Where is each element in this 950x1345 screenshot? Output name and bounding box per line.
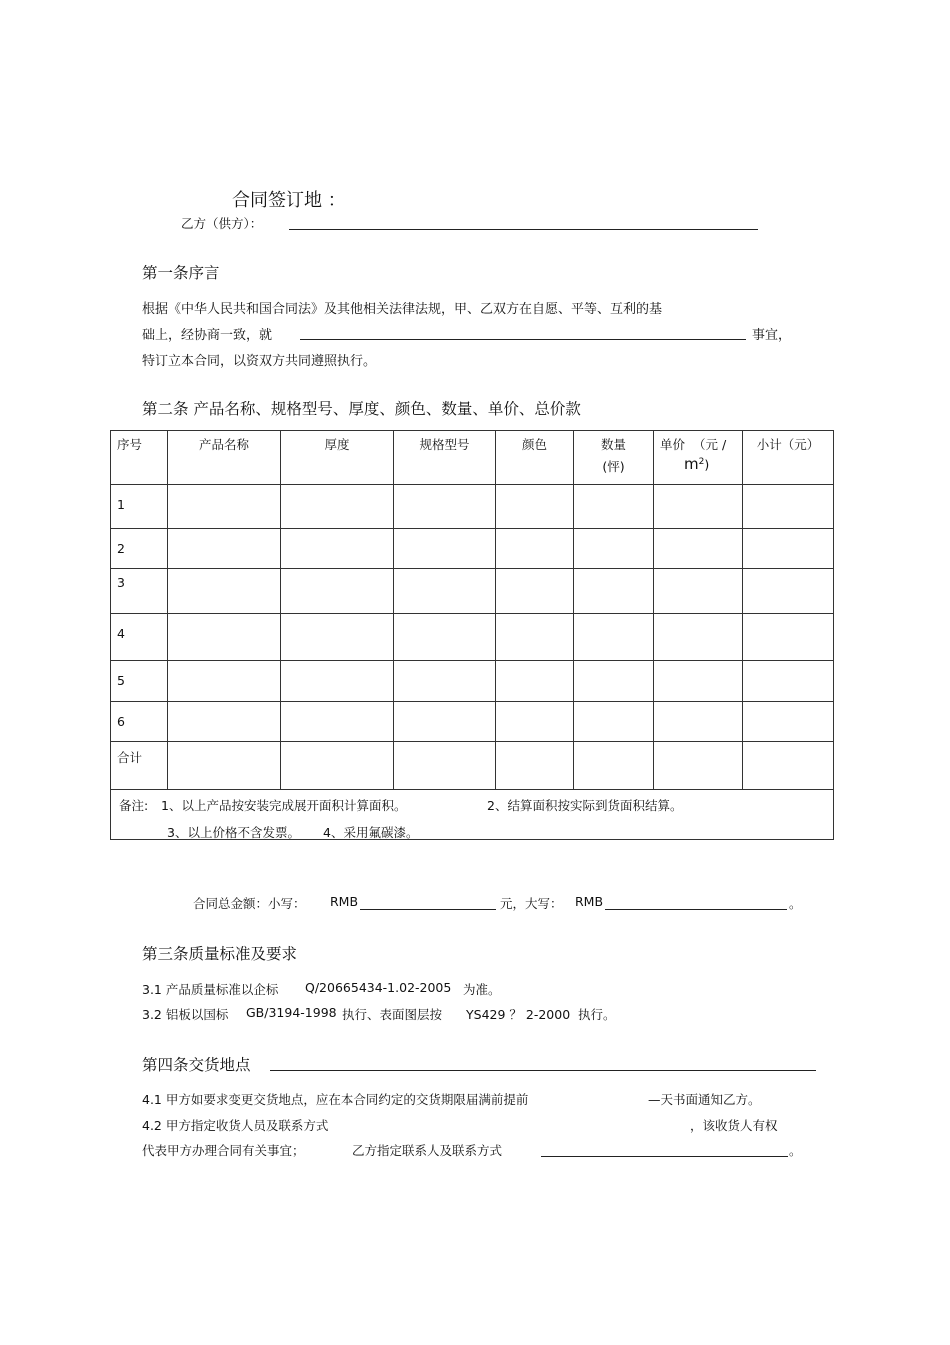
matter-blank[interactable]	[300, 339, 746, 340]
cell[interactable]	[496, 614, 574, 661]
cell[interactable]	[654, 485, 743, 529]
note-2: 2、结算面积按实际到货面积结算。	[487, 798, 683, 813]
cell[interactable]	[496, 661, 574, 702]
cell[interactable]	[574, 742, 654, 790]
party-b-contact-blank[interactable]	[541, 1156, 788, 1157]
cell[interactable]	[168, 569, 281, 614]
article4-title: 第四条交货地点	[142, 1056, 251, 1074]
col-header-thickness-text: 厚度	[324, 437, 350, 452]
cell[interactable]	[496, 485, 574, 529]
cell[interactable]	[574, 569, 654, 614]
cell[interactable]	[394, 702, 496, 742]
article3-l2-c: 执行、表面图层按	[342, 1007, 443, 1022]
total-rmb-small: RMB	[330, 894, 359, 909]
cell[interactable]	[168, 661, 281, 702]
cell[interactable]	[168, 529, 281, 569]
cell[interactable]	[496, 529, 574, 569]
table-row	[111, 485, 834, 529]
col-header-price-unit: （元 /	[692, 437, 727, 452]
cell[interactable]	[743, 529, 834, 569]
cell[interactable]	[281, 614, 394, 661]
cell[interactable]	[394, 614, 496, 661]
party-b-label: 乙方（供方）：	[181, 216, 263, 231]
notes-cell	[111, 790, 834, 840]
cell[interactable]	[654, 661, 743, 702]
col-header-qty-unit: (怦)	[602, 459, 625, 474]
article1-line2-end: 事宜，	[752, 328, 792, 343]
table-row-total	[111, 742, 834, 790]
article3-l2-d: YS429 ？ 2-2000	[466, 1007, 571, 1022]
article2-title: 第二条 产品名称、规格型号、厚度、颜色、数量、单价、总价款	[142, 400, 581, 418]
article4-l1-b: —天书面通知乙方。	[648, 1092, 761, 1107]
cell[interactable]	[654, 702, 743, 742]
amount-big-blank[interactable]	[605, 909, 787, 910]
total-label: 合同总金额：小写：	[193, 896, 306, 911]
table-row	[111, 614, 834, 661]
cell[interactable]	[496, 702, 574, 742]
article3-title: 第三条质量标准及要求	[142, 945, 298, 963]
col-header-qty	[574, 431, 654, 485]
article1-title: 第一条序言	[142, 264, 220, 282]
cell[interactable]	[168, 742, 281, 790]
row-index: 5	[111, 661, 168, 702]
col-header-color	[496, 431, 574, 485]
article1-line3: 特订立本合同，以资双方共同遵照执行。	[142, 354, 377, 369]
cell[interactable]	[743, 569, 834, 614]
col-header-spec-text: 规格型号	[419, 437, 470, 452]
row-index: 1	[111, 485, 168, 529]
article3-l2-b: GB/3194-1998	[246, 1005, 337, 1020]
col-header-product-text: 产品名称	[198, 437, 249, 452]
article3-l1-b: Q/20665434-1.02-2005	[305, 980, 452, 995]
col-header-subtotal	[743, 431, 834, 485]
product-table	[110, 430, 834, 840]
note-4: 4、采用氟碳漆。	[323, 825, 419, 840]
cell[interactable]	[281, 742, 394, 790]
cell[interactable]	[496, 569, 574, 614]
cell[interactable]	[281, 702, 394, 742]
article4-l1-a: 4.1 甲方如要求变更交货地点，应在本合同约定的交货期限届满前提前	[142, 1092, 529, 1107]
cell[interactable]	[743, 702, 834, 742]
cell[interactable]	[281, 661, 394, 702]
cell[interactable]	[168, 485, 281, 529]
cell[interactable]	[574, 702, 654, 742]
row-index: 3	[111, 569, 168, 614]
table-header-row	[111, 431, 834, 485]
row-index: 2	[111, 529, 168, 569]
cell[interactable]	[574, 529, 654, 569]
col-header-price-m: m	[684, 455, 699, 473]
cell[interactable]	[168, 614, 281, 661]
cell[interactable]	[654, 742, 743, 790]
col-header-spec	[394, 431, 496, 485]
note-1: 1、以上产品按安装完成展开面积计算面积。	[161, 798, 407, 813]
party-b-blank[interactable]	[289, 229, 758, 230]
cell[interactable]	[654, 569, 743, 614]
col-header-thickness	[281, 431, 394, 485]
delivery-place-blank[interactable]	[270, 1070, 816, 1071]
cell[interactable]	[281, 569, 394, 614]
article3-l1-c: 为准。	[463, 982, 501, 997]
article4-l3-a: 代表甲方办理合同有关事宜；	[142, 1143, 305, 1158]
table-row	[111, 569, 834, 614]
article3-l2-a: 3.2 铝板以国标	[142, 1007, 229, 1022]
cell[interactable]	[394, 529, 496, 569]
total-yuan: 元，大写：	[500, 896, 563, 911]
article4-l2-a: 4.2 甲方指定收货人员及联系方式	[142, 1118, 329, 1133]
col-header-index: 序号	[111, 431, 168, 485]
col-header-price-text: 单价	[660, 437, 686, 452]
col-header-subtotal-text: 小计（元）	[756, 437, 820, 452]
cell[interactable]	[574, 661, 654, 702]
cell[interactable]	[496, 742, 574, 790]
cell[interactable]	[394, 485, 496, 529]
cell[interactable]	[743, 614, 834, 661]
cell[interactable]	[394, 569, 496, 614]
article4-l3-b: 乙方指定联系人及联系方式	[352, 1143, 503, 1158]
note-3: 3、以上价格不含发票。	[167, 825, 300, 840]
cell[interactable]	[281, 529, 394, 569]
cell[interactable]	[281, 485, 394, 529]
col-header-color-text: 颜色	[521, 437, 547, 452]
cell[interactable]	[743, 742, 834, 790]
article3-l1-a: 3.1 产品质量标准以企标	[142, 982, 279, 997]
amount-small-blank[interactable]	[360, 909, 496, 910]
cell[interactable]	[743, 661, 834, 702]
col-header-price	[654, 431, 743, 485]
row-index-total: 合计	[111, 742, 168, 790]
col-header-qty-text: 数量	[600, 437, 626, 452]
table-row	[111, 529, 834, 569]
col-header-product	[168, 431, 281, 485]
article1-line2-start: 础上，经协商一致，就	[142, 328, 273, 343]
article4-l3-end: 。	[789, 1143, 802, 1158]
notes-label: 备注:	[119, 798, 149, 813]
row-index: 4	[111, 614, 168, 661]
cell[interactable]	[654, 529, 743, 569]
col-header-price-sup: 2	[698, 456, 705, 467]
col-header-price-close: )	[704, 457, 710, 472]
cell[interactable]	[743, 485, 834, 529]
cell[interactable]	[394, 742, 496, 790]
cell[interactable]	[394, 661, 496, 702]
cell[interactable]	[574, 485, 654, 529]
row-index: 6	[111, 702, 168, 742]
article4-l2-b: ，该收货人有权	[690, 1118, 778, 1133]
notes-row	[111, 790, 834, 840]
cell[interactable]	[574, 614, 654, 661]
table-row	[111, 702, 834, 742]
table-row	[111, 661, 834, 702]
sign-place-label: 合同签订地 ：	[232, 190, 346, 211]
cell[interactable]	[654, 614, 743, 661]
article1-line1: 根据《中华人民共和国合同法》及其他相关法律法规，甲、乙双方在自愿、平等、互利的基	[142, 302, 663, 317]
cell[interactable]	[168, 702, 281, 742]
total-rmb-big: RMB	[575, 894, 604, 909]
article3-l2-e: 执行。	[578, 1007, 616, 1022]
total-end: 。	[789, 896, 802, 911]
